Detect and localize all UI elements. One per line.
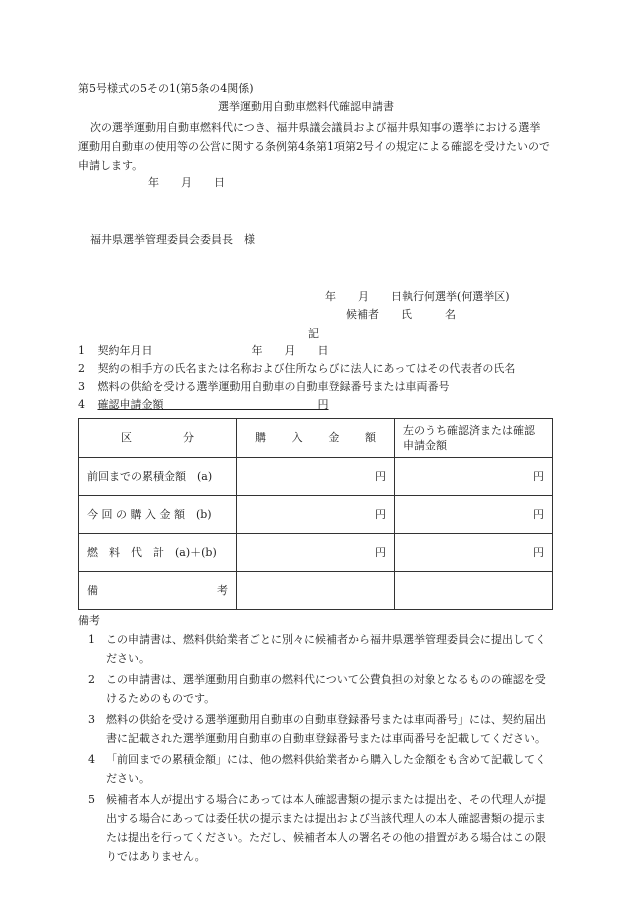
row-label: 燃 料 代 計 (a)＋(b) (79, 534, 237, 572)
item-text: 契約年月日 年 月 日 (97, 344, 329, 357)
confirmed-amount-cell: 円 (395, 534, 553, 572)
note-item: 2 この申請書は、選挙運動用自動車の燃料代について公費負担の対象となるものの確認を受けるためのものです。 (88, 673, 546, 705)
purchase-amount-cell: 円 (237, 534, 395, 572)
election-line: 年 月 日執行何選挙(何選挙区) (325, 290, 510, 303)
note-item: 3 燃料の供給を受ける選挙運動用自動車の自動車登録番号または車両番号」には、契約届出書に記載された選挙運動用自動車の自動車登録番号または車両番号を記載してください。 (88, 713, 546, 745)
item-number: 1 (78, 344, 85, 357)
confirmed-amount-cell: 円 (395, 458, 553, 496)
item-number: 4 (78, 398, 85, 411)
form-number: 第5号様式の5その1(第5条の4関係) (78, 82, 254, 95)
table-row (79, 458, 553, 496)
item-text: 燃料の供給を受ける選挙運動用自動車の自動車登録番号または車両番号 (97, 380, 450, 393)
item-vehicle-number (78, 378, 450, 395)
item-text: 確認申請金額 円 (97, 398, 329, 411)
item-amount (78, 396, 329, 413)
ki-heading: 記 (308, 327, 319, 340)
table-row-remarks (79, 572, 553, 610)
header-confirmed-amount: 左のうち確認済または確認申請金額 (395, 419, 553, 458)
row-label: 前回までの累積金額 (a) (79, 458, 237, 496)
item-number: 2 (78, 362, 85, 375)
item-number: 3 (78, 380, 85, 393)
item-contractor (78, 360, 515, 377)
notes-title: 備考 (78, 614, 100, 627)
item-text: 契約の相手方の氏名または名称および住所ならびに法人にあってはその代表者の氏名 (97, 362, 516, 375)
header-purchase-amount: 購 入 金 額 (237, 419, 395, 458)
intro-paragraph: 次の選挙運動用自動車燃料代につき、福井県議会議員および福井県知事の選挙における選挙運動用自動車の使用等の公営に関する条例第4条第1項第2号イの規定による確認を受けたいので申請します。 (78, 121, 550, 172)
note-item: 4 「前回までの累積金額」には、他の燃料供給業者から購入した金額をも含めて記載してください。 (88, 753, 546, 785)
note-item: 1 この申請書は、燃料供給業者ごとに別々に候補者から福井県選挙管理委員会に提出してください。 (88, 633, 546, 665)
note-item: 5 候補者本人が提出する場合にあっては本人確認書類の提示または提出を、その代理人が提出する場合にあっては委任状の提示または提出および当該代理人の本人確認書類の提示または提出を行ってください。ただし、候補者本人の署名その他の措置がある場合はこの限りではありません。 (88, 793, 546, 863)
table-header-row (79, 419, 553, 458)
remarks-cell (395, 572, 553, 610)
form-title: 選挙運動用自動車燃料代確認申請書 (218, 100, 394, 113)
table-row (79, 534, 553, 572)
purchase-amount-cell: 円 (237, 458, 395, 496)
notes-section (78, 611, 552, 868)
addressee: 福井県選挙管理委員会委員長 様 (90, 233, 255, 246)
item-contract-date (78, 342, 329, 359)
table-row (79, 496, 553, 534)
application-date: 年 月 日 (148, 176, 225, 189)
candidate-name-label: 候補者 氏 名 (346, 308, 456, 321)
confirmed-amount-cell: 円 (395, 496, 553, 534)
remarks-label: 備 考 (79, 572, 237, 610)
remarks-cell (237, 572, 395, 610)
purchase-amount-cell: 円 (237, 496, 395, 534)
amount-table (78, 418, 553, 610)
row-label: 今 回 の 購 入 金 額 (b) (79, 496, 237, 534)
header-kubun: 区 分 (79, 419, 237, 458)
